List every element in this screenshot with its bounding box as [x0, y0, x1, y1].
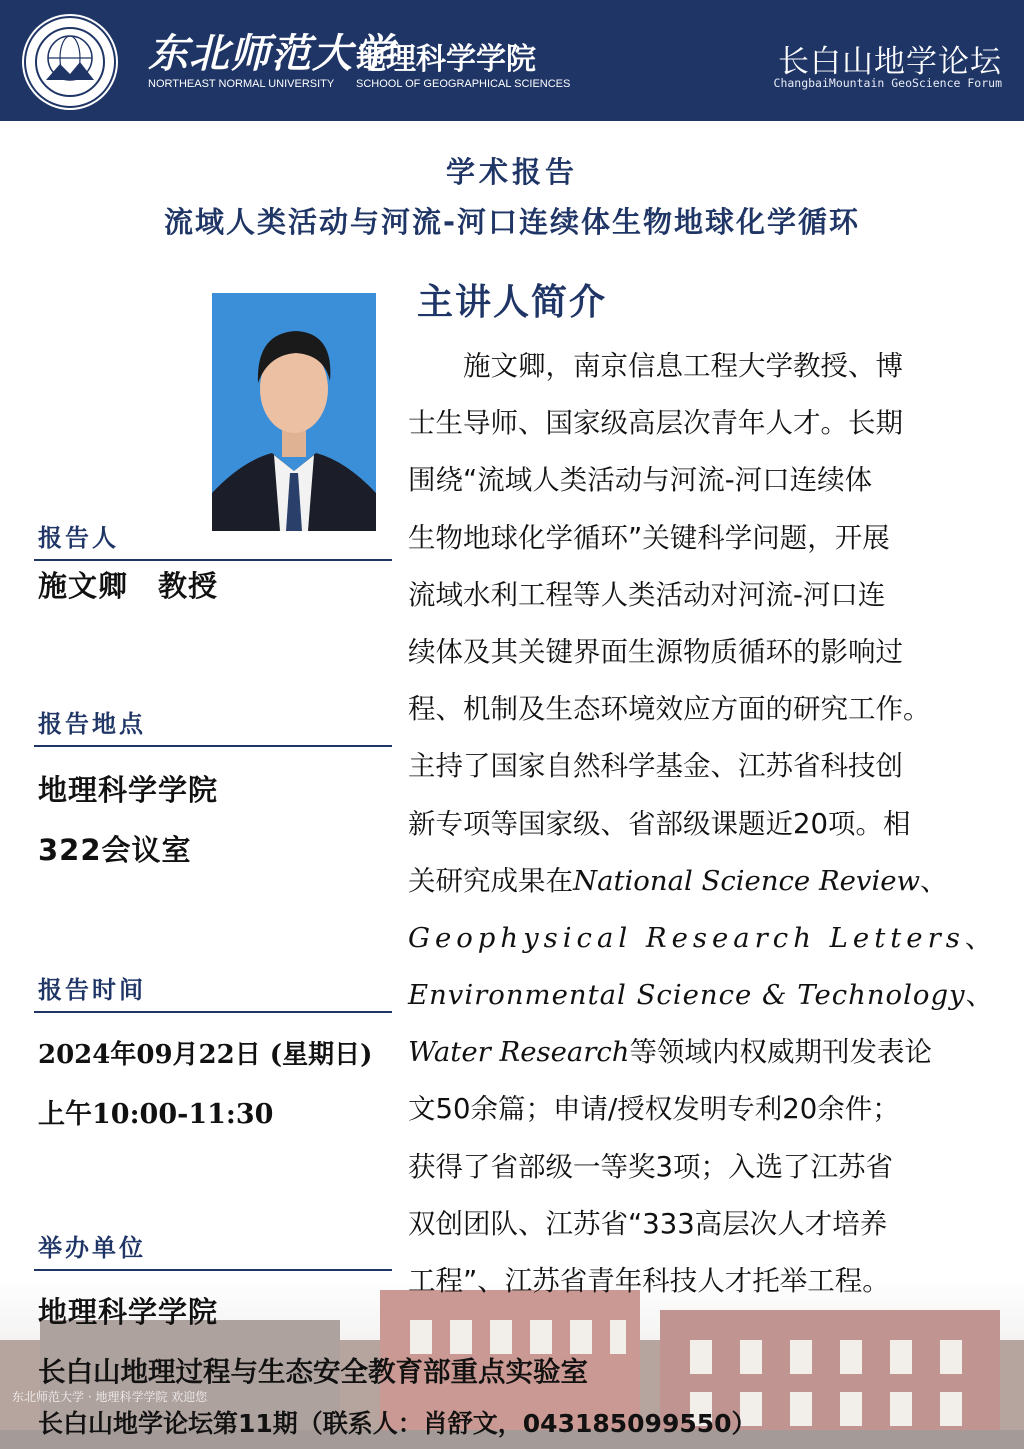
speaker-section-divider [34, 559, 392, 561]
bio-line-journals [408, 967, 994, 1024]
bio-text [408, 338, 994, 1310]
talk-hours: 上午10:00-11:30 [38, 1099, 274, 1130]
bio-line-journals [408, 1024, 983, 1081]
bio-line: 生物地球化学循环”关键科学问题，开展 [408, 521, 890, 554]
organizer-lab: 长白山地理过程与生态安全教育部重点实验室 [38, 1356, 588, 1388]
organizer-school: 地理科学学院 [38, 1295, 219, 1329]
bio-line: 施文卿，南京信息工程大学教授、博 [408, 350, 903, 382]
forum-name-cn: 长白山地学论坛 [778, 44, 1002, 80]
separator: 、 [920, 864, 948, 897]
journal-name: Water Research [408, 1036, 630, 1069]
bio-line: 程、机制及生态环境效应方面的研究工作。 [408, 693, 931, 726]
separator: 、 [965, 979, 994, 1012]
organizer-section-label: 举办单位 [38, 1234, 146, 1262]
talk-label: 学术报告 [445, 155, 578, 189]
bio-text-fragment: 等领域内权威期刊发表论 [629, 1036, 933, 1069]
bio-line: 双创团队、江苏省“333高层次人才培养 [408, 1207, 888, 1240]
bio-line: 工程”、江苏省青年科技人才托举工程。 [408, 1265, 890, 1297]
journal-name: National Science Review [573, 864, 921, 897]
organizer-forum-contact: 长白山地学论坛第11期（联系人：肖舒文，043185099550） [38, 1409, 757, 1438]
bio-line-journals [408, 853, 983, 910]
photo-watermark: 东北师范大学 · 地理科学学院 欢迎您 [12, 1390, 208, 1404]
university-name-en: NORTHEAST NORMAL UNIVERSITY [148, 78, 335, 90]
time-section-divider [34, 1011, 392, 1013]
location-section-divider [34, 745, 392, 747]
bio-line: 新专项等国家级、省部级课题近20项。相 [408, 807, 911, 840]
organizer-section-divider [34, 1269, 392, 1271]
bio-line: 主持了国家自然科学基金、江苏省科技创 [408, 750, 903, 783]
journal-name: Geophysical Research Letters [408, 921, 965, 954]
location-building: 地理科学学院 [38, 773, 219, 807]
speaker-photo [212, 293, 376, 531]
university-logo [22, 14, 118, 110]
university-name-cn: 东北师范大学 [148, 30, 394, 77]
bio-line: 获得了省部级一等奖3项；入选了江苏省 [408, 1150, 893, 1183]
location-section-label: 报告地点 [38, 710, 146, 738]
bio-heading: 主讲人简介 [417, 282, 608, 323]
talk-title: 流域人类活动与河流-河口连续体生物地球化学循环 [163, 205, 861, 239]
bio-text-fragment: 关研究成果在 [408, 864, 573, 897]
bio-line: 围绕“流域人类活动与河流-河口连续体 [408, 464, 873, 497]
location-room: 322会议室 [38, 833, 192, 867]
header-banner [0, 0, 1024, 121]
school-name-en: SCHOOL OF GEOGRAPHICAL SCIENCES [356, 78, 571, 90]
speaker-section-label: 报告人 [38, 524, 119, 552]
bio-line-journals [408, 910, 993, 967]
forum-name-en: ChangbaiMountain GeoScience Forum [773, 76, 1002, 90]
bio-line: 流域水利工程等人类活动对河流-河口连 [408, 578, 886, 611]
time-section-label: 报告时间 [38, 976, 146, 1004]
speaker-name: 施文卿 教授 [38, 569, 219, 603]
bio-line: 士生导师、国家级高层次青年人才。长期 [408, 407, 903, 440]
school-name-cn: 地理科学学院 [356, 42, 536, 77]
bio-line: 续体及其关键界面生源物质循环的影响过 [408, 635, 903, 668]
separator: 、 [964, 921, 993, 954]
bio-line: 文50余篇；申请/授权发明专利20余件； [408, 1093, 900, 1126]
talk-date: 2024年09月22日 (星期日) [38, 1040, 373, 1070]
journal-name: Environmental Science & Technology [408, 979, 966, 1012]
